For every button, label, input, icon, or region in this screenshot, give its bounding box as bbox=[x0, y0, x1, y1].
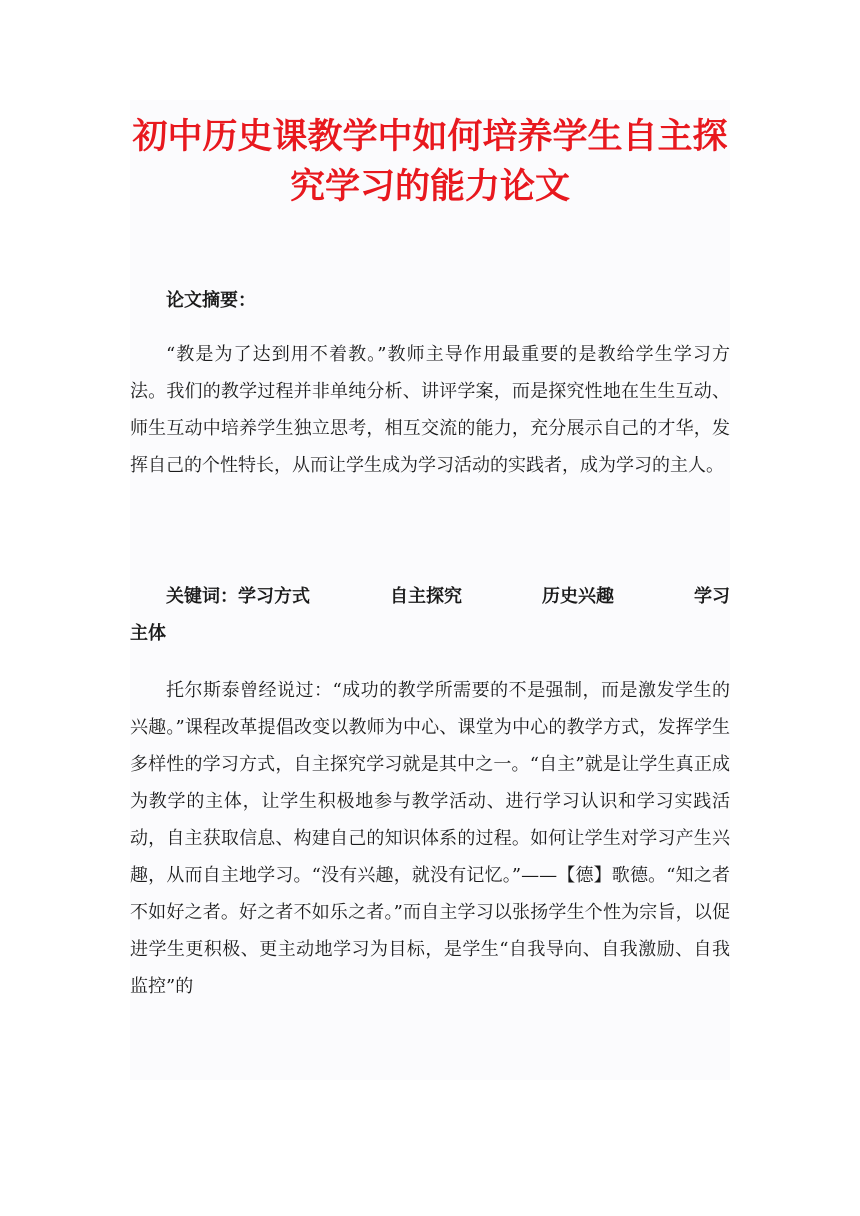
abstract-paragraph: “教是为了达到用不着教。”教师主导作用最重要的是教给学生学习方法。我们的教学过程并非单纯分析、讲评学案，而是探究性地在生生互动、师生互动中培养学生独立思考，相互交流的能力，充分展示自己的才华，发挥自己的个性特长，从而让学生成为学习活动的实践者，成为学习的主人。 bbox=[130, 344, 730, 476]
keywords-first bbox=[166, 578, 310, 615]
keyword-item: 自主探究 bbox=[390, 586, 462, 607]
abstract-heading: 论文摘要： bbox=[166, 290, 256, 311]
body-paragraph: 托尔斯泰曾经说过：“成功的教学所需要的不是强制，而是激发学生的兴趣。”课程改革提倡改变以教师为中心、课堂为中心的教学方式，发挥学生多样性的学习方式，自主探究学习就是其中之一。“自主”就是让学生真正成为教学的主体，让学生积极地参与教学活动、进行学习认识和学习实践活动，自主获取信息、构建自己的知识体系的过程。如何让学生对学习产生兴趣，从而自主地学习。“没有兴趣，就没有记忆。”——【德】歌德。“知之者不如好之者。好之者不如乐之者。”而自主学习以张扬学生个性为宗旨，以促进学生更积极、更主动地学习为目标，是学生“自我导向、自我激励、自我监控”的 bbox=[130, 680, 730, 997]
keywords-section bbox=[130, 578, 730, 652]
keywords-line bbox=[130, 578, 730, 615]
keyword-item: 学习方式 bbox=[238, 586, 310, 607]
keywords-label: 关键词： bbox=[166, 586, 238, 607]
keyword-item-wrapped-start: 学习 bbox=[694, 586, 730, 607]
keyword-item: 历史兴趣 bbox=[542, 586, 614, 607]
keywords-wrap-line: 主体 bbox=[130, 623, 166, 644]
document-title: 初中历史课教学中如何培养学生自主探究学习的能力论文 bbox=[132, 116, 728, 207]
